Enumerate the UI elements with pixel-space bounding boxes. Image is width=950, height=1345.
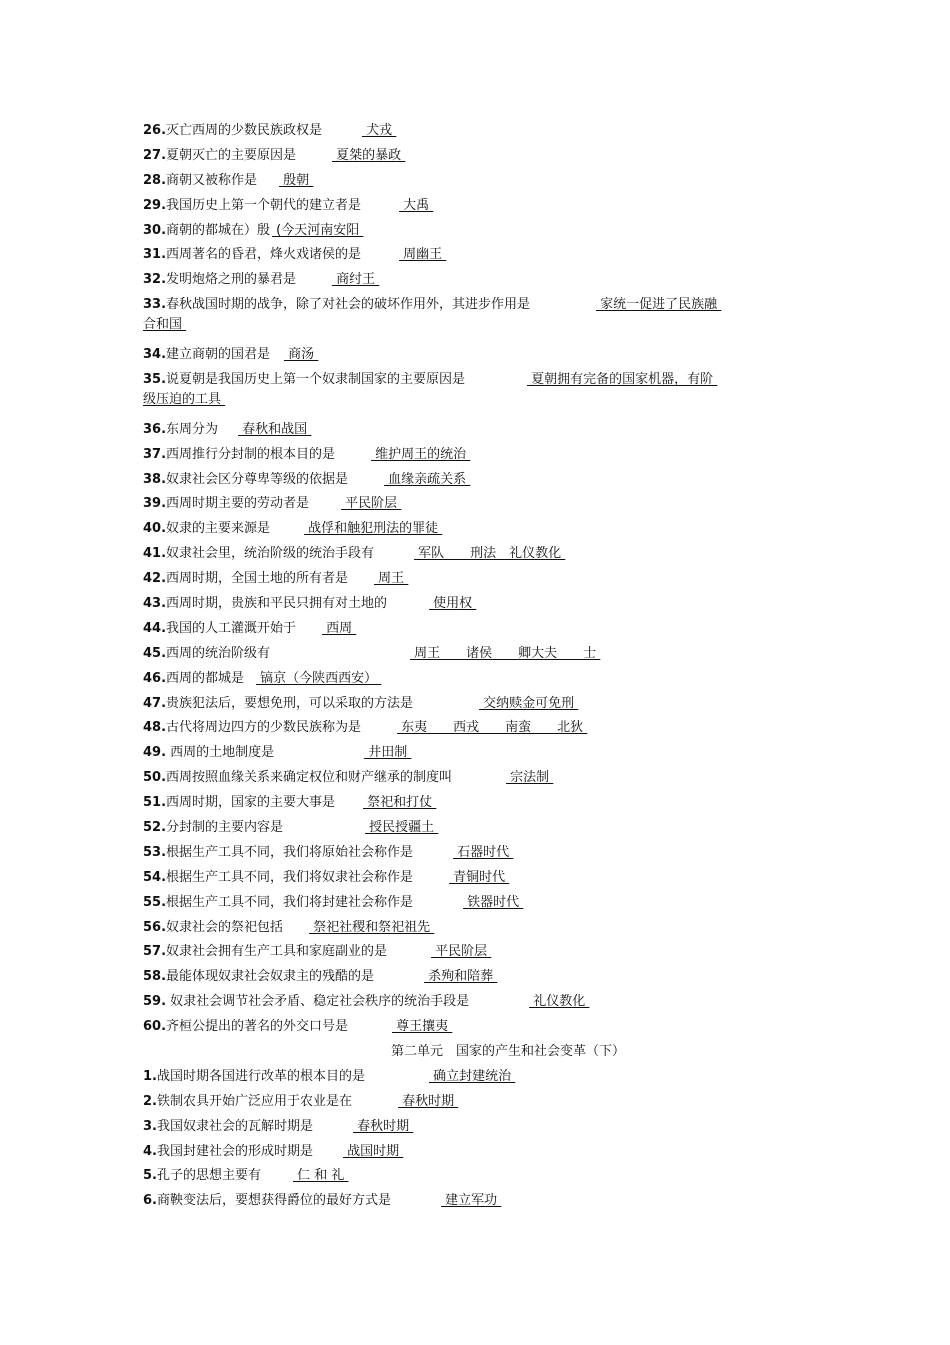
question-text: 建立商朝的国君是 (166, 347, 271, 363)
question-number: 57. (143, 944, 167, 960)
answer-text: 铁器时代 (463, 894, 524, 910)
answer-text: 周王 诸侯 卿大夫 士 (410, 645, 601, 661)
question-text: 我国奴隶社会的瓦解时期是 (156, 1118, 313, 1134)
question-number: 53. (143, 844, 167, 860)
question-text: 孔子的思想主要有 (156, 1168, 261, 1184)
answer-text: 授民授疆土 (365, 819, 439, 835)
question-line (143, 1142, 813, 1162)
question-line (143, 146, 813, 166)
question-item (143, 1017, 813, 1042)
question-text: 西周著名的昏君，烽火戏诸侯的是 (166, 247, 362, 263)
question-text: 西周的都城是 (166, 670, 245, 686)
question-line (143, 619, 813, 639)
question-line (143, 1092, 813, 1112)
question-item (143, 345, 813, 370)
question-item (143, 245, 813, 270)
question-number: 33. (143, 297, 167, 313)
question-item (143, 569, 813, 594)
answer-text: 大禹 (399, 197, 434, 213)
answer-text: 杀殉和陪葬 (424, 969, 498, 985)
question-item (143, 519, 813, 544)
answer-text: (今天河南安阳 (272, 222, 364, 238)
question-number: 3. (143, 1118, 157, 1134)
question-text: 东周分为 (166, 421, 219, 437)
question-number: 27. (143, 147, 167, 163)
question-number: 29. (143, 197, 167, 213)
answer-text: 石器时代 (453, 844, 514, 860)
answer-continuation: 级压迫的工具 (143, 391, 226, 407)
answer-text: 西周 (322, 620, 357, 636)
question-item (143, 893, 813, 918)
answer-text: 商纣王 (332, 272, 380, 288)
question-text: 商朝又被称作是 (166, 172, 258, 188)
question-line (143, 370, 813, 390)
question-line (143, 594, 813, 614)
question-item (143, 918, 813, 943)
question-line (143, 843, 813, 863)
question-item (143, 1166, 813, 1191)
answer-text: 战国时期 (343, 1143, 404, 1159)
answer-text: 春秋和战国 (238, 421, 312, 437)
question-number: 54. (143, 869, 167, 885)
answer-text: 商汤 (284, 347, 319, 363)
question-item (143, 494, 813, 519)
question-text: 西周时期，全国土地的所有者是 (166, 571, 349, 587)
answer-text: 血缘亲疏关系 (384, 471, 471, 487)
answer-text: 战俘和触犯刑法的罪徒 (304, 521, 443, 537)
answer-text: 家统一促进了民族融 (596, 297, 722, 313)
question-number: 39. (143, 496, 167, 512)
question-line (143, 121, 813, 141)
question-number: 40. (143, 521, 167, 537)
question-item (143, 370, 813, 420)
question-line (143, 1191, 813, 1211)
question-number: 2. (143, 1093, 157, 1109)
question-item (143, 1117, 813, 1142)
question-item (143, 445, 813, 470)
question-line (143, 718, 813, 738)
question-line (143, 1067, 813, 1087)
question-number: 6. (143, 1193, 157, 1209)
question-text: 齐桓公提出的著名的外交口号是 (166, 1019, 349, 1035)
answer-text: 仁 和 礼 (293, 1168, 349, 1184)
question-number: 31. (143, 247, 167, 263)
answer-text: 平民阶层 (431, 944, 492, 960)
answer-text: 使用权 (429, 595, 477, 611)
question-number: 49. (143, 745, 167, 761)
question-number: 55. (143, 894, 167, 910)
question-text: 战国时期各国进行改革的根本目的是 (156, 1068, 365, 1084)
answer-continuation: 合和国 (143, 317, 187, 333)
question-text: 西周时期，贵族和平民只拥有对土地的 (166, 595, 388, 611)
question-number: 34. (143, 347, 167, 363)
question-line (143, 519, 813, 539)
answer-text: 祭祀和打仗 (363, 795, 437, 811)
question-line (143, 196, 813, 216)
question-item (143, 942, 813, 967)
question-item (143, 196, 813, 221)
question-line (143, 644, 813, 664)
question-number: 59. (143, 994, 167, 1010)
question-line (143, 893, 813, 913)
unit1-questions (143, 121, 813, 1042)
question-text: 西周时期主要的劳动者是 (166, 496, 310, 512)
question-text: 最能体现奴隶社会奴隶主的残酷的是 (166, 969, 375, 985)
question-text: 西周的土地制度是 (166, 745, 275, 761)
answer-text: 周王 (374, 571, 409, 587)
answer-text: 镐京（今陕西西安） (256, 670, 382, 686)
answer-text: 夏桀的暴政 (332, 147, 406, 163)
section-heading: 第二单元 国家的产生和社会变革（下） (390, 1043, 625, 1059)
answer-text: 交纳赎金可免刑 (479, 695, 579, 711)
answer-text: 殷朝 (279, 172, 314, 188)
question-text: 灭亡西周的少数民族政权是 (166, 123, 323, 138)
question-number: 30. (143, 222, 167, 238)
question-text: 西周时期，国家的主要大事是 (166, 795, 336, 811)
answer-text: 军队 刑法 礼仪教化 (414, 546, 566, 562)
question-text: 奴隶社会区分尊卑等级的依据是 (166, 471, 349, 487)
answer-text: 夏朝拥有完备的国家机器，有阶 (527, 371, 718, 387)
question-number: 32. (143, 272, 167, 288)
question-item (143, 644, 813, 669)
question-line (143, 942, 813, 962)
question-text: 西周的统治阶级有 (166, 645, 271, 661)
question-item (143, 619, 813, 644)
question-text: 贵族犯法后，要想免刑，可以采取的方法是 (166, 695, 414, 711)
question-number: 36. (143, 421, 167, 437)
question-line (143, 768, 813, 788)
answer-text: 确立封建统治 (429, 1068, 516, 1084)
question-text: 奴隶社会调节社会矛盾、稳定社会秩序的统治手段是 (166, 994, 470, 1010)
answer-text: 春秋时期 (398, 1093, 459, 1109)
question-number: 28. (143, 172, 167, 188)
question-text: 根据生产工具不同，我们将封建社会称作是 (166, 894, 414, 910)
question-line (143, 544, 813, 564)
question-item (143, 868, 813, 893)
question-number: 44. (143, 620, 167, 636)
question-line (143, 494, 813, 514)
answer-text: 犬戎 (362, 123, 397, 138)
question-line (143, 967, 813, 987)
question-item (143, 793, 813, 818)
question-text: 商鞅变法后，要想获得爵位的最好方式是 (156, 1193, 391, 1209)
question-text: 商朝的都城在）殷 (166, 222, 271, 238)
question-number: 41. (143, 546, 167, 562)
answer-text: 东夷 西戎 南蛮 北狄 (397, 720, 588, 736)
question-item (143, 594, 813, 619)
question-item (143, 121, 813, 146)
answer-text: 尊王攘夷 (392, 1019, 453, 1035)
question-line (143, 569, 813, 589)
question-number: 43. (143, 595, 167, 611)
question-item (143, 818, 813, 843)
question-line (143, 1017, 813, 1037)
question-number: 50. (143, 770, 167, 786)
question-text: 铁制农具开始广泛应用于农业是在 (156, 1093, 352, 1109)
answer-text: 祭祀社稷和祭祀祖先 (309, 919, 435, 935)
question-line (143, 793, 813, 813)
answer-text: 平民阶层 (341, 496, 402, 512)
question-line (143, 669, 813, 689)
question-line (143, 1117, 813, 1137)
question-item (143, 743, 813, 768)
question-text: 奴隶社会的祭祀包括 (166, 919, 284, 935)
question-line (143, 270, 813, 290)
question-text: 奴隶社会里，统治阶级的统治手段有 (166, 546, 375, 562)
question-text: 夏朝灭亡的主要原因是 (166, 147, 297, 163)
answer-text: 建立军功 (441, 1193, 502, 1209)
question-number: 48. (143, 720, 167, 736)
question-number: 47. (143, 695, 167, 711)
question-text: 奴隶社会拥有生产工具和家庭副业的是 (166, 944, 388, 960)
answer-text: 宗法制 (506, 770, 554, 786)
question-list (143, 121, 813, 1216)
question-number: 37. (143, 446, 167, 462)
question-item (143, 1067, 813, 1092)
question-text: 分封制的主要内容是 (166, 819, 284, 835)
question-line (143, 992, 813, 1012)
question-item (143, 146, 813, 171)
answer-text: 维护周王的统治 (371, 446, 471, 462)
question-item (143, 1142, 813, 1167)
question-number: 46. (143, 670, 167, 686)
question-item (143, 295, 813, 345)
question-text: 说夏朝是我国历史上第一个奴隶制国家的主要原因是 (166, 371, 466, 387)
answer-text: 周幽王 (399, 247, 447, 263)
answer-text: 井田制 (364, 745, 412, 761)
question-text: 古代将周边四方的少数民族称为是 (166, 720, 362, 736)
answer-text: 青铜时代 (449, 869, 510, 885)
question-line (143, 221, 813, 241)
question-line (143, 470, 813, 490)
unit2-questions (143, 1067, 813, 1216)
question-line (143, 420, 813, 440)
question-item (143, 420, 813, 445)
question-number: 35. (143, 371, 167, 387)
question-number: 5. (143, 1168, 157, 1184)
question-item (143, 221, 813, 246)
question-line (143, 743, 813, 763)
question-text: 奴隶的主要来源是 (166, 521, 271, 537)
question-text: 我国封建社会的形成时期是 (156, 1143, 313, 1159)
question-number: 26. (143, 123, 167, 138)
question-line (143, 918, 813, 938)
question-item (143, 544, 813, 569)
answer-text: 春秋时期 (353, 1118, 414, 1134)
question-line (143, 1166, 813, 1186)
question-line (143, 345, 813, 365)
question-number: 58. (143, 969, 167, 985)
question-text: 春秋战国时期的战争，除了对社会的破坏作用外，其进步作用是 (166, 297, 531, 313)
question-number: 51. (143, 795, 167, 811)
question-item (143, 270, 813, 295)
question-line (143, 868, 813, 888)
question-text: 发明炮烙之刑的暴君是 (166, 272, 297, 288)
question-text: 我国的人工灌溉开始于 (166, 620, 297, 636)
question-line (143, 818, 813, 838)
question-line (143, 445, 813, 465)
question-line (143, 694, 813, 714)
question-number: 45. (143, 645, 167, 661)
question-number: 38. (143, 471, 167, 487)
question-number: 52. (143, 819, 167, 835)
question-item (143, 694, 813, 719)
question-item (143, 992, 813, 1017)
question-text: 西周推行分封制的根本目的是 (166, 446, 336, 462)
question-item (143, 768, 813, 793)
question-number: 4. (143, 1143, 157, 1159)
question-item (143, 967, 813, 992)
question-line (143, 171, 813, 191)
question-item (143, 1092, 813, 1117)
question-text: 根据生产工具不同，我们将奴隶社会称作是 (166, 869, 414, 885)
question-number: 1. (143, 1068, 157, 1084)
question-line (143, 295, 813, 315)
question-text: 西周按照血缘关系来确定权位和财产继承的制度叫 (166, 770, 453, 786)
question-number: 56. (143, 919, 167, 935)
question-item (143, 171, 813, 196)
question-item (143, 470, 813, 495)
question-item (143, 669, 813, 694)
question-item (143, 1191, 813, 1216)
answer-text: 礼仪教化 (529, 994, 590, 1010)
question-text: 根据生产工具不同，我们将原始社会称作是 (166, 844, 414, 860)
question-item (143, 843, 813, 868)
question-text: 我国历史上第一个朝代的建立者是 (166, 197, 362, 213)
question-item (143, 718, 813, 743)
question-line (143, 245, 813, 265)
question-number: 42. (143, 571, 167, 587)
question-number: 60. (143, 1019, 167, 1035)
